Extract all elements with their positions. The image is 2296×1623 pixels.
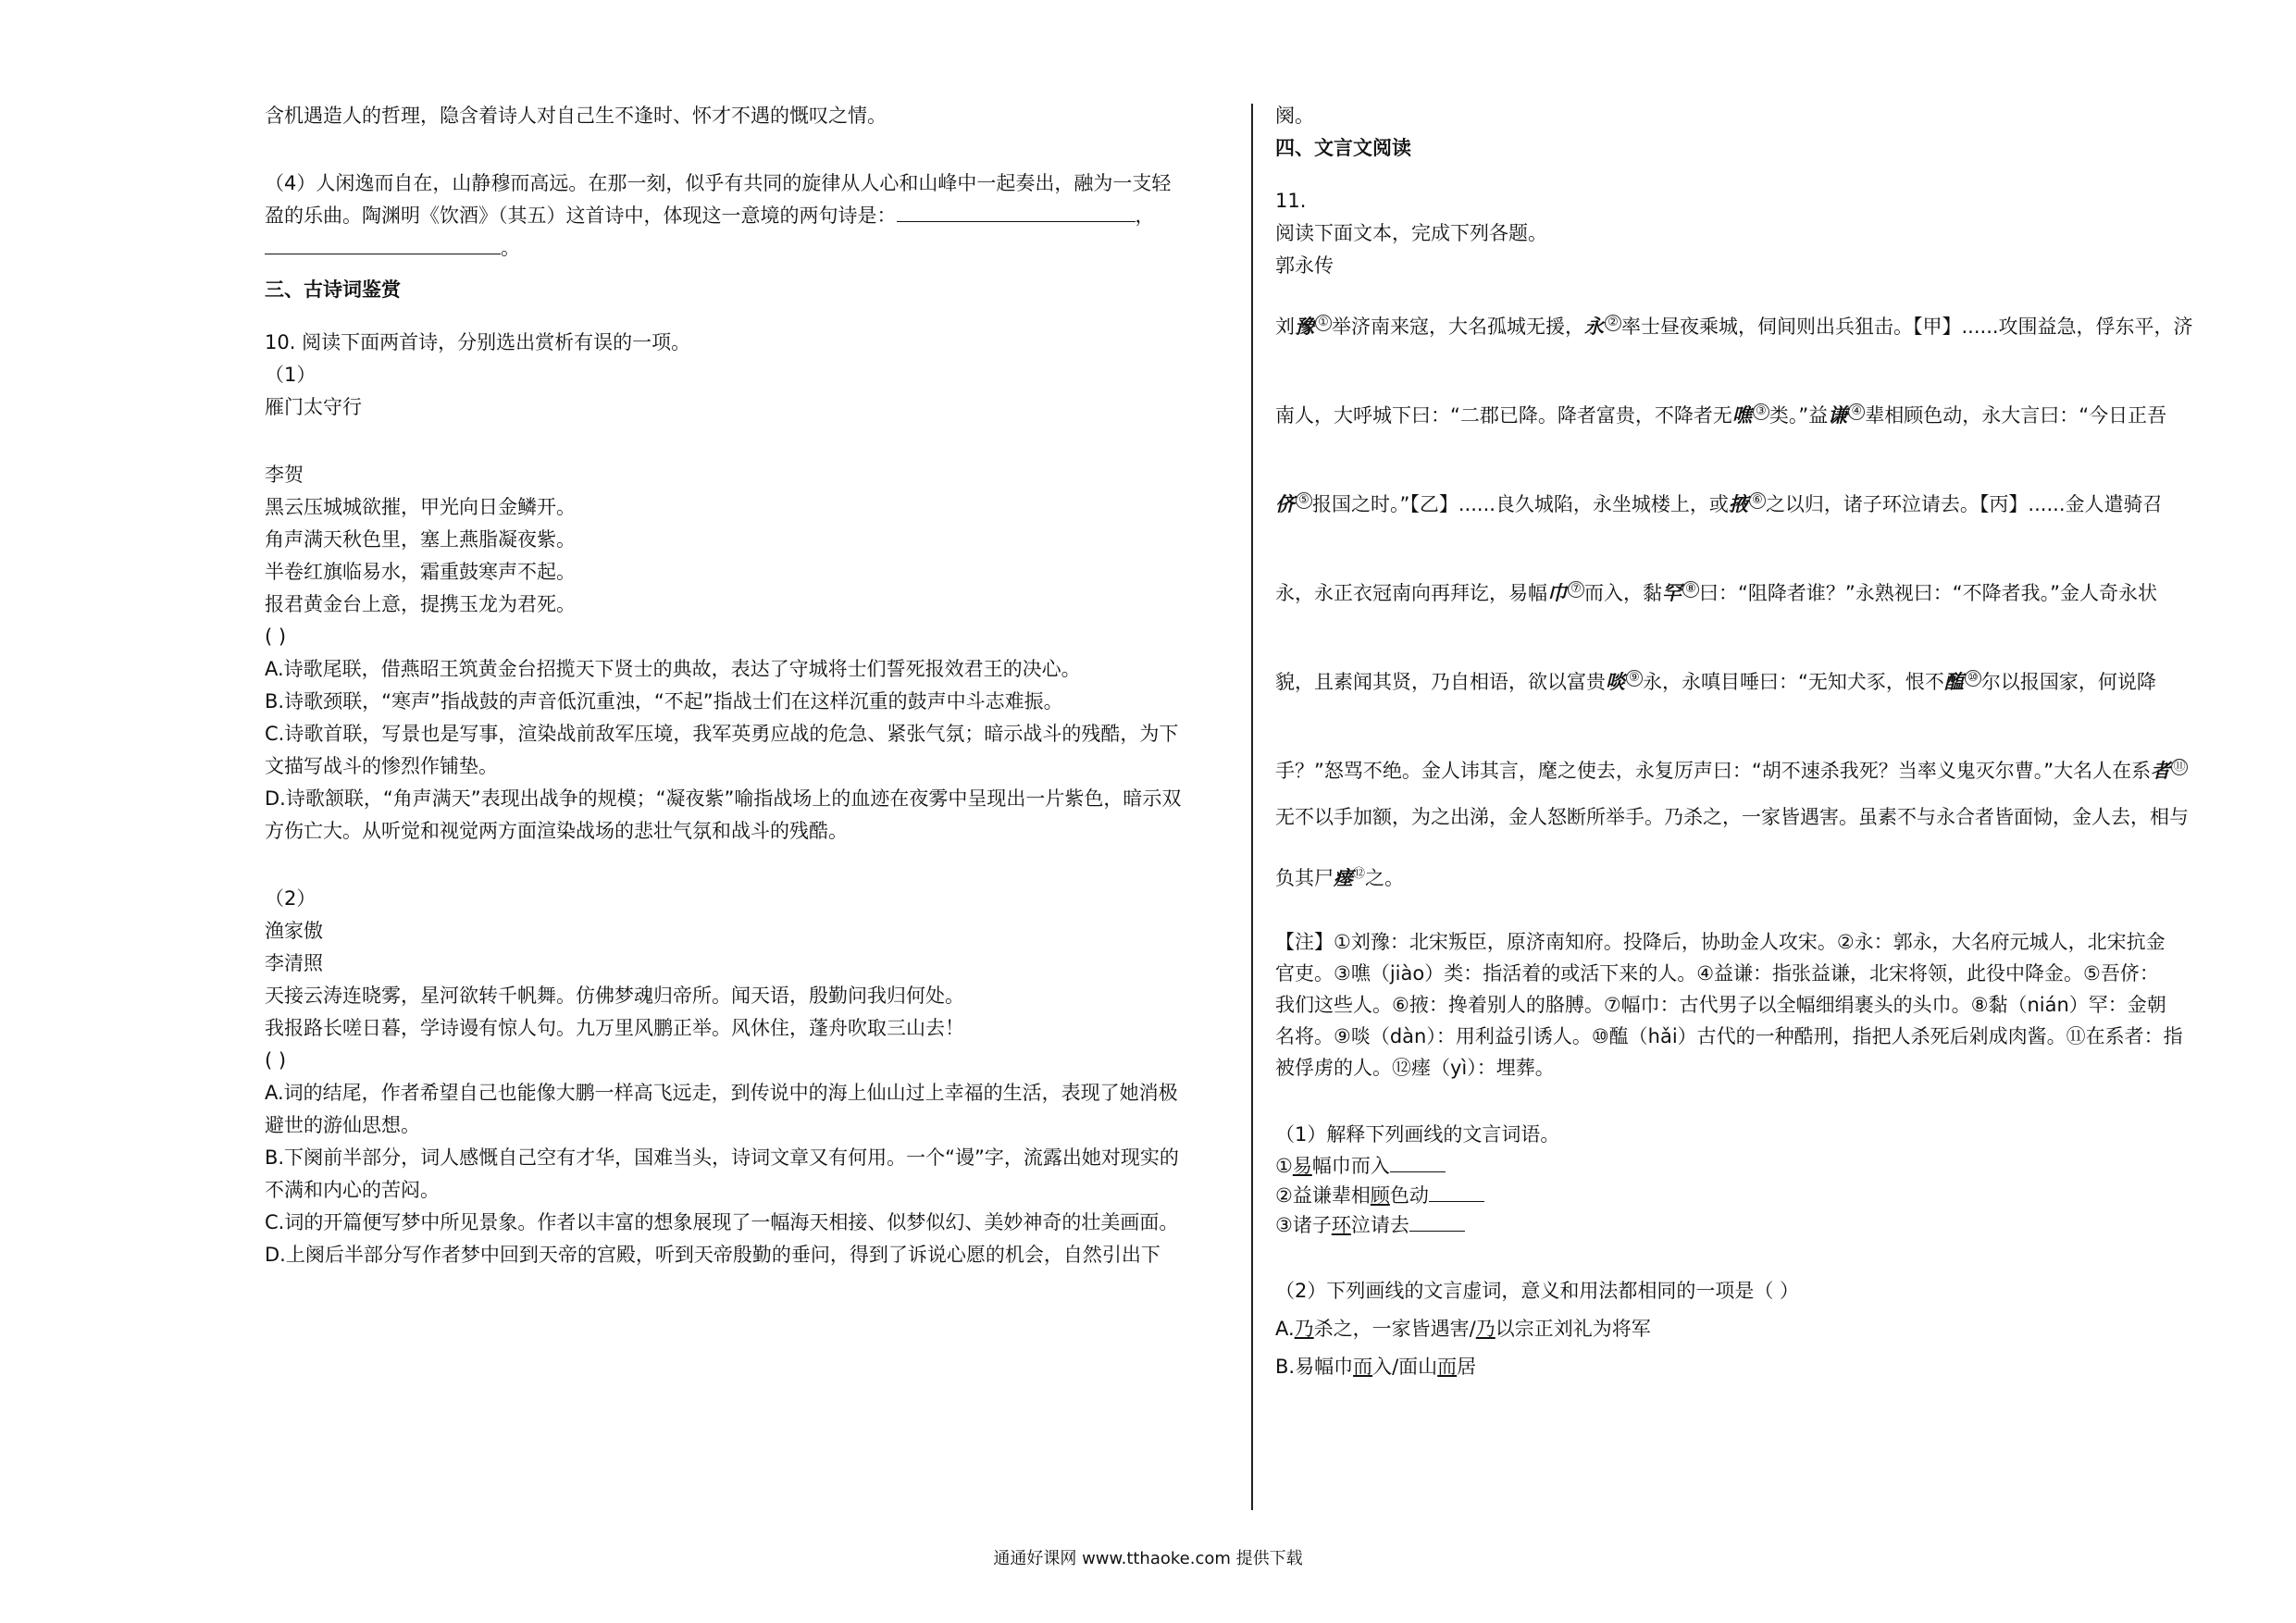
poem2-line: 我报路长嗟日暮，学诗谩有惊人句。九万里风鹏正举。风休住，蓬舟吹取三山去！ — [265, 1017, 964, 1039]
option-b-2-cont: 不满和内心的苦闷。 — [265, 1179, 440, 1201]
option-d-1-cont: 方伤亡大。从听觉和视觉两方面渲染战场的悲壮气氛和战斗的残酷。 — [265, 820, 848, 842]
continued-text: 阕。 — [1275, 105, 1314, 127]
sub1-label: （1） — [265, 364, 316, 386]
section-4-heading: 四、文言文阅读 — [1275, 137, 1411, 159]
poem1-line: 半卷红旗临易水，霜重鼓寒声不起。 — [265, 561, 576, 583]
q10-prompt: 10. 阅读下面两首诗，分别选出赏析有误的一项。 — [265, 331, 691, 353]
note-line: 我们这些人。⑥掖：搀着别人的胳膊。⑦幅巾：古代男子以全幅细绢裹头的头巾。⑧黏（nián）罕：金朝 — [1275, 994, 2166, 1016]
answer-paren-2[interactable]: ( ) — [265, 1049, 287, 1072]
footnotes — [1275, 926, 2247, 1084]
passage-title: 郭永传 — [1275, 254, 1334, 277]
option-b-1: B.诗歌颈联，“寒声”指战鼓的声音低沉重浊，“不起”指战士们在这样沉重的鼓声中斗志难振。 — [265, 690, 1063, 712]
left-column — [265, 100, 1218, 1271]
page-footer: 通通好课网 www.tthaoke.com 提供下载 — [993, 1549, 1303, 1568]
answer-paren-1[interactable]: ( ) — [265, 626, 287, 648]
passage-line: 貌，且素闻其贤，乃自相语，欲以富贵啖 ⑨ 永，永嗔目唾曰：“无知犬豕，恨不醢 ⑩ 尔以报国家，何说降 — [1275, 671, 2156, 693]
sub2-label: （2） — [265, 887, 316, 910]
section-3-heading: 三、古诗词鉴赏 — [265, 279, 401, 301]
subq2-option-b: B.易幅巾而入/面山而居 — [1275, 1356, 1477, 1378]
option-c-1-cont: 文描写战斗的惨烈作铺垫。 — [265, 755, 498, 777]
column-divider — [1251, 104, 1253, 1510]
subq1-prompt: （1）解释下列画线的文言词语。 — [1275, 1123, 1560, 1146]
answer-blank-1[interactable] — [897, 201, 1136, 222]
subq1-item: ①易幅巾而入 — [1275, 1151, 2247, 1181]
poem1-line: 报君黄金台上意，提携玉龙为君死。 — [265, 593, 576, 615]
subq2-option-a: A.乃杀之，一家皆遇害/乃以宗正刘礼为将军 — [1275, 1318, 1651, 1340]
note-line: 被俘虏的人。⑫瘗（yì）：埋葬。 — [1275, 1057, 1555, 1079]
passage-line: 永，永正衣冠南向再拜讫，易幅巾 ⑦ 而入，黏罕 ⑧ 曰：“阻降者谁？”永熟视曰：“不降者我。”金人奇永状 — [1275, 582, 2158, 604]
subq2-prompt: （2）下列画线的文言虚词，意义和用法都相同的一项是（ ） — [1275, 1280, 1800, 1302]
note-line: 【注】①刘豫：北宋叛臣，原济南知府。投降后，协助金人攻宋。②永：郭永，大名府元城人，北宋抗金 — [1275, 931, 2166, 953]
poem1-line: 角声满天秋色里，塞上燕脂凝夜紫。 — [265, 528, 576, 551]
q4-line3: 。 — [265, 232, 1218, 265]
q4-line1: （4）人闲逸而自在，山静穆而高远。在那一刻，似乎有共同的旋律从人心和山峰中一起奏出，融为一支轻 — [265, 172, 1172, 194]
option-a-2-cont: 避世的游仙思想。 — [265, 1114, 420, 1136]
q4-line2: 盈的乐曲。陶渊明《饮酒》（其五）这首诗中，体现这一意境的两句诗是： ， — [265, 200, 1218, 232]
option-a-1: A.诗歌尾联，借燕昭王筑黄金台招揽天下贤士的典故，表达了守城将士们誓死报效君王的决心。 — [265, 658, 1081, 680]
option-b-2: B.下阕前半部分，词人感慨自己空有才华，国难当头，诗词文章又有何用。一个“谩”字，流露出她对现实的 — [265, 1146, 1179, 1169]
answer-blank[interactable] — [1429, 1181, 1484, 1202]
option-d-1: D.诗歌颔联，“角声满天”表现出战争的规模；“凝夜紫”喻指战场上的血迹在夜雾中呈现出一片紫色，暗示双 — [265, 787, 1182, 810]
note-line: 名将。⑨啖（dàn）：用利益引诱人。⑩醢（hǎi）古代的一种酷刑，指把人杀死后剁成肉酱。⑪在系者：指 — [1275, 1025, 2183, 1047]
option-d-2: D.上阕后半部分写作者梦中回到天帝的宫殿，听到天帝殷勤的垂问，得到了诉说心愿的机会，自然引出下 — [265, 1244, 1160, 1266]
q11-number: 11. — [1275, 190, 1307, 212]
answer-blank[interactable] — [1390, 1151, 1446, 1172]
poem1-author: 李贺 — [265, 464, 304, 486]
option-c-2: C.词的开篇便写梦中所见景象。作者以丰富的想象展现了一幅海天相接、似梦似幻、美妙神奇的壮美画面。 — [265, 1211, 1179, 1233]
option-a-2: A.词的结尾，作者希望自己也能像大鹏一样高飞远走，到传说中的海上仙山过上幸福的生活，表现了她消极 — [265, 1082, 1178, 1104]
poem2-line: 天接云涛连晓雾，星河欲转千帆舞。仿佛梦魂归帝所。闻天语，殷勤问我归何处。 — [265, 985, 964, 1007]
poem1-line: 黑云压城城欲摧，甲光向日金鳞开。 — [265, 496, 576, 518]
answer-blank-2[interactable] — [265, 233, 501, 254]
subq1-item: ③诸子环泣请去 — [1275, 1210, 2247, 1240]
passage-line: 负其尸瘗⑫之。 — [1275, 867, 1405, 889]
passage-line: 侪 ⑤ 报国之时。”【乙】......良久城陷，永坐城楼上，或掖 ⑥ 之以归，诸子环泣请去。【丙】......金人遣骑召 — [1275, 493, 2163, 515]
poem1-title: 雁门太守行 — [265, 396, 362, 418]
passage-line: 手？”怒骂不绝。金人讳其言，麾之使去，永复厉声曰：“胡不速杀我死？当率义鬼灭尔曹。”大名人在系者 ⑪ — [1275, 743, 2247, 799]
passage-line: 刘豫 ① 举济南来寇，大名孤城无援，永 ② 率士昼夜乘城，伺间则出兵狙击。【甲】......攻围益急，俘东平，济 — [1275, 316, 2193, 338]
answer-blank[interactable] — [1409, 1210, 1465, 1232]
intro-line: 含机遇造人的哲理，隐含着诗人对自己生不逢时、怀才不遇的慨叹之情。 — [265, 105, 887, 127]
note-line: 官吏。③噍（jiào）类：指活着的或活下来的人。④益谦：指张益谦，北宋将领，此役中降金。⑤吾侪： — [1275, 962, 2159, 985]
passage-line: 南人，大呼城下曰：“二郡已降。降者富贵，不降者无噍 ③ 类。”益谦 ④ 辈相顾色动，永大言曰：“今日正吾 — [1275, 404, 2167, 427]
poem2-author: 李清照 — [265, 952, 323, 974]
subq1-item: ②益谦辈相顾色动 — [1275, 1181, 2247, 1210]
option-c-1: C.诗歌首联，写景也是写事，渲染战前敌军压境，我军英勇应战的危急、紧张气氛；暗示战斗的残酷，为下 — [265, 723, 1179, 745]
right-column — [1275, 100, 2247, 1383]
poem2-title: 渔家傲 — [265, 920, 323, 942]
passage-body — [1275, 282, 2247, 799]
q11-instruction: 阅读下面文本，完成下列各题。 — [1275, 222, 1547, 244]
passage-line: 无不以手加额，为之出涕，金人怒断所举手。乃杀之，一家皆遇害。虽素不与永合者皆面恸，金人去，相与 — [1275, 806, 2189, 828]
